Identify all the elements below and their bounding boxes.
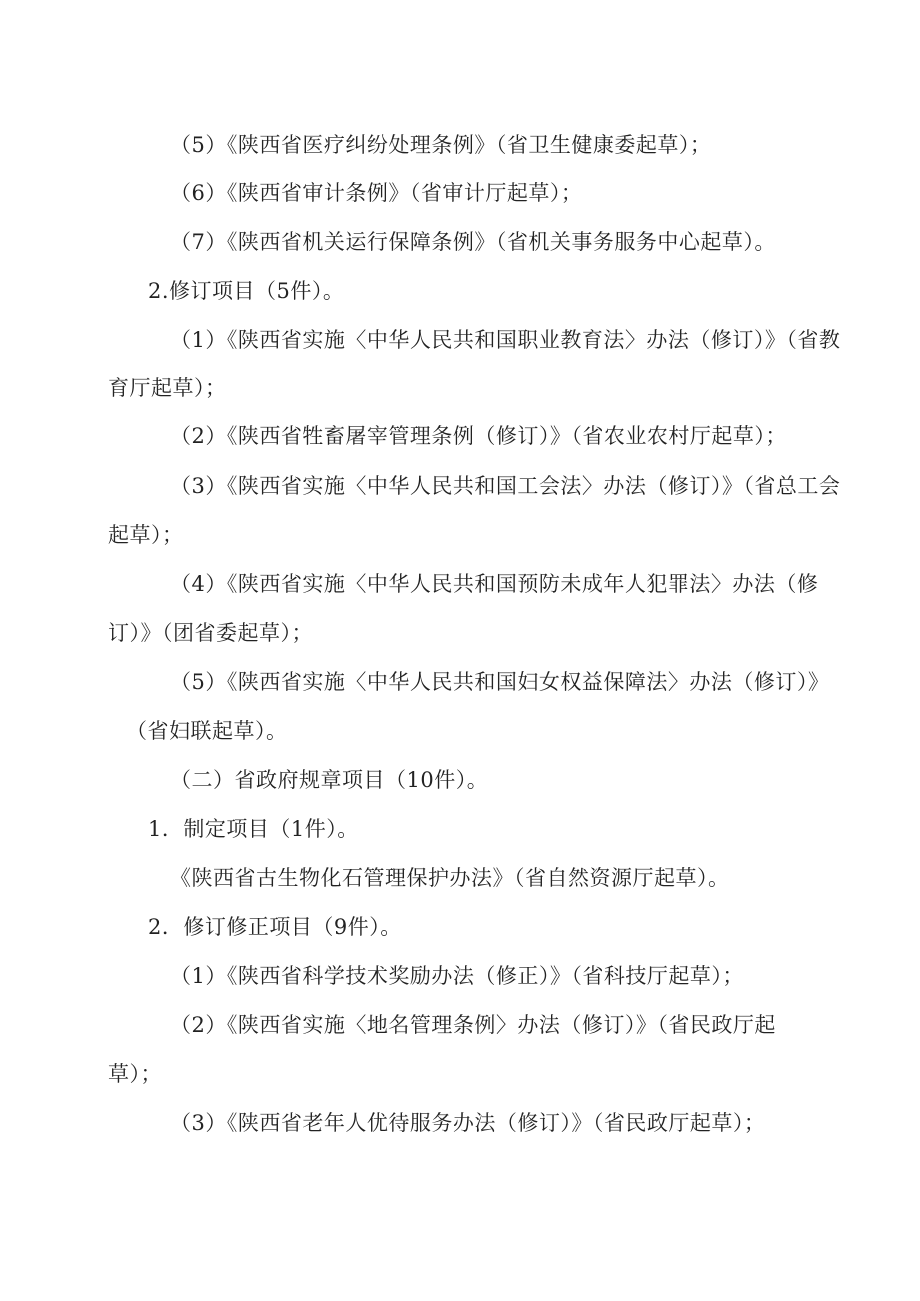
- item-science-tech-award-measures: （1）《陕西省科学技术奖励办法（修正）》（省科技厅起草）；: [170, 964, 744, 988]
- item-medical-dispute-regulation: （5）《陕西省医疗纠纷处理条例》（省卫生健康委起草）；: [170, 133, 712, 157]
- item-elderly-preferential-measures: （3）《陕西省老年人优待服务办法（修订）》（省民政厅起草）；: [170, 1111, 766, 1135]
- item-livestock-slaughter-regulation: （2）《陕西省牲畜屠宰管理条例（修订）》（省农业农村厅起草）；: [170, 424, 787, 448]
- item-juvenile-crime-law-line1: （4）《陕西省实施〈中华人民共和国预防未成年人犯罪法〉办法（修: [170, 572, 819, 596]
- section-heading-revision-items: 2.修订项目（5件）。: [148, 279, 345, 303]
- item-vocational-education-line1: （1）《陕西省实施〈中华人民共和国职业教育法〉办法（修订）》（省教: [170, 328, 841, 352]
- item-women-rights-law-line2: （省妇联起草）。: [126, 719, 288, 743]
- section-heading-amendment-items: 2．修订修正项目（9件）。: [148, 915, 402, 939]
- section-heading-formulation-items: 1．制定项目（1件）。: [148, 817, 359, 841]
- item-trade-union-law-line1: （3）《陕西省实施〈中华人民共和国工会法〉办法（修订）》（省总工会: [170, 474, 841, 498]
- section-heading-government-rules: （二）省政府规章项目（10件）。: [170, 768, 489, 792]
- item-place-names-measures-line2: 草）；: [108, 1062, 162, 1086]
- item-paleontological-fossils-measures: 《陕西省古生物化石管理保护办法》（省自然资源厅起草）。: [170, 866, 730, 890]
- item-vocational-education-line2: 育厅起草）；: [108, 376, 227, 400]
- item-trade-union-law-line2: 起草）；: [108, 523, 184, 547]
- item-juvenile-crime-law-line2: 订）》（团省委起草）；: [108, 621, 313, 645]
- item-place-names-measures-line1: （2）《陕西省实施〈地名管理条例〉办法（修订）》（省民政厅起: [170, 1013, 776, 1037]
- item-agency-operation-regulation: （7）《陕西省机关运行保障条例》（省机关事务服务中心起草）。: [170, 230, 776, 254]
- item-audit-regulation: （6）《陕西省审计条例》（省审计厅起草）；: [170, 181, 583, 205]
- item-women-rights-law-line1: （5）《陕西省实施〈中华人民共和国妇女权益保障法〉办法（修订）》: [170, 670, 830, 694]
